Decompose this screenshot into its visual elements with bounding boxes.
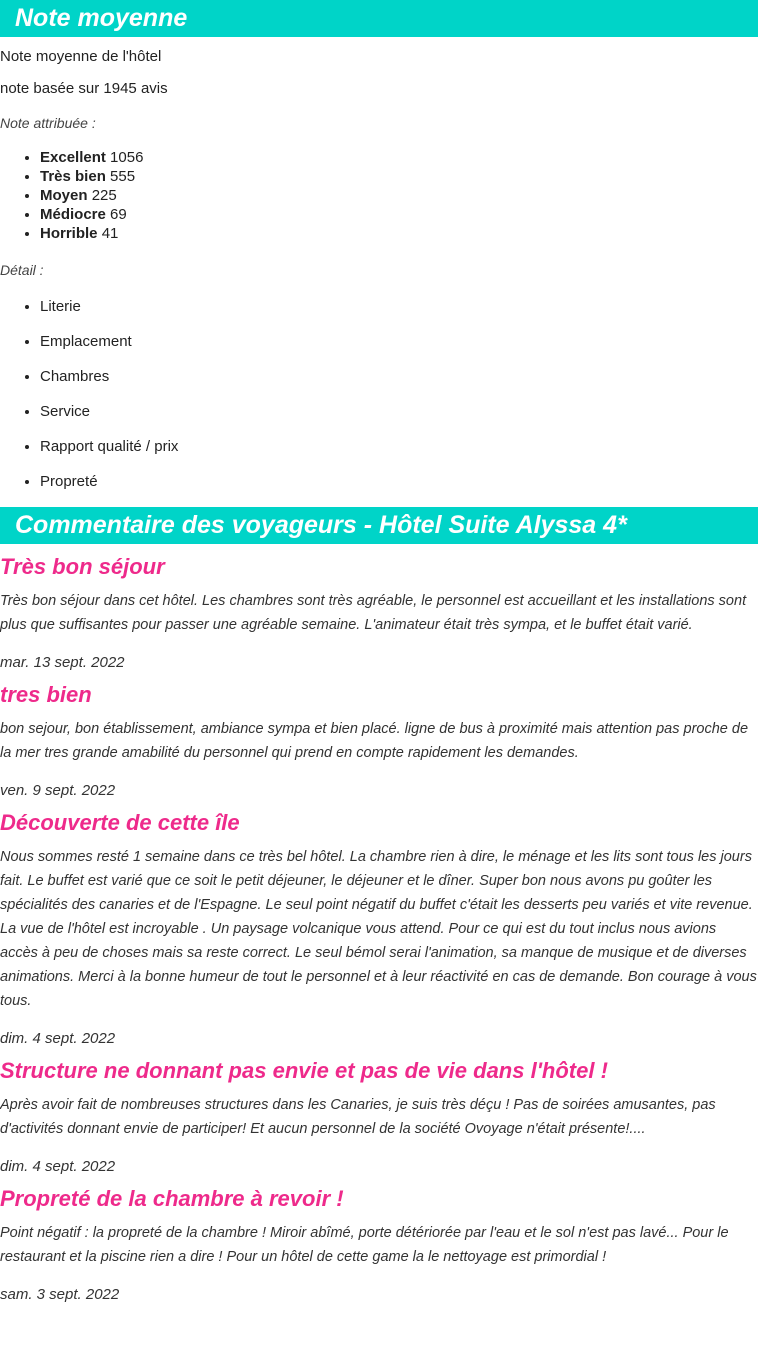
reviews-section	[0, 507, 758, 1305]
review-text: Nous sommes resté 1 semaine dans ce très bel hôtel. La chambre rien à dire, le ménage et les lits sont tous les jours fait. Le buffet est varié que ce soit le petit déjeuner, le déjeuner et le dîner. Super bon nous avons pu goûter les spécialités des canaries et de l'Espagne. Le seul point négatif du buffet c'était les desserts peu variés et vite revenue. La vue de l'hôtel est incroyable . Un paysage volcanique vous attend. Pour ce qui est du tout inclus nous avions accès à peu de choses mais sa reste correct. Le seul bémol serai l'animation, sa manque de musique et de diverses animations. Merci à la bonne humeur de tout le personnel et à leur réactivité en cas de demande. Bon courage à vous tous.	[0, 849, 757, 1009]
reviews-list	[0, 553, 758, 1305]
average-rating-label: Note moyenne de l'hôtel	[0, 48, 162, 65]
rating-count: 555	[110, 168, 136, 185]
rating-count: 41	[101, 225, 119, 242]
reviews-section-header: Commentaire des voyageurs - Hôtel Suite Alyssa 4*	[0, 507, 758, 544]
review-count: note basée sur 1945 avis	[0, 80, 168, 97]
rating-item	[40, 205, 758, 224]
detail-item: • Chambres	[40, 367, 758, 386]
detail-item: • Emplacement	[40, 332, 758, 351]
review-date: dim. 4 sept. 2022	[0, 1030, 116, 1047]
review-title: Propreté de la chambre à revoir !	[0, 1186, 344, 1211]
review-item	[0, 809, 758, 1049]
review-text: Après avoir fait de nombreuses structures dans les Canaries, je suis très déçu ! Pas de soirées amusantes, pas d'activités donnant envie de participer! Et aucun personnel de la société Ovoyage n'était présente!....	[0, 1097, 716, 1137]
review-date: sam. 3 sept. 2022	[0, 1286, 120, 1303]
rating-label: Excellent	[40, 149, 106, 166]
review-item	[0, 681, 758, 801]
review-text: Point négatif : la propreté de la chambre ! Miroir abîmé, porte détériorée par l'eau et le sol n'est pas lavé... Pour le restaurant et la piscine rien a dire ! Pour un hôtel de cette game la le nettoyage est primordial !	[0, 1225, 729, 1265]
rating-item	[40, 224, 758, 243]
review-item	[0, 1057, 758, 1177]
review-title: Découverte de cette île	[0, 810, 240, 835]
rating-count: 69	[110, 206, 127, 223]
ratings-list	[0, 148, 758, 243]
rating-count: 225	[91, 187, 117, 204]
rating-section	[0, 0, 758, 491]
details-list	[0, 297, 758, 491]
rating-label: Très bien	[40, 168, 106, 185]
rating-item	[40, 148, 758, 167]
detail-item: • Literie	[40, 297, 758, 316]
review-date: dim. 4 sept. 2022	[0, 1158, 116, 1175]
rating-section-header: Note moyenne	[0, 0, 758, 37]
ratings-title: Note attribuée :	[0, 115, 96, 131]
review-date: mar. 13 sept. 2022	[0, 654, 125, 671]
rating-item	[40, 167, 758, 186]
detail-title: Détail :	[0, 262, 44, 278]
review-item	[0, 553, 758, 673]
review-title: Structure ne donnant pas envie et pas de vie dans l'hôtel !	[0, 1058, 608, 1083]
review-item	[0, 1185, 758, 1305]
detail-item: • Propreté	[40, 472, 758, 491]
review-title: tres bien	[0, 682, 92, 707]
rating-count: 1056	[110, 149, 144, 166]
review-text: Très bon séjour dans cet hôtel. Les chambres sont très agréable, le personnel est accueillant et les installations sont plus que suffisantes pour passer une agréable semaine. L'animateur était très sympa, et le buffet était varié.	[0, 593, 747, 633]
rating-label: Moyen	[40, 187, 88, 204]
detail-item: • Rapport qualité / prix	[40, 437, 758, 456]
rating-label: Horrible	[40, 225, 98, 242]
rating-label: Médiocre	[40, 206, 106, 223]
review-text: bon sejour, bon établissement, ambiance sympa et bien placé. ligne de bus à proximité mais attention pas proche de la mer tres grande amabilité du personnel qui prend en compte rapidement les demandes.	[0, 721, 749, 761]
review-date: ven. 9 sept. 2022	[0, 782, 116, 799]
detail-item: • Service	[40, 402, 758, 421]
rating-item	[40, 186, 758, 205]
review-title: Très bon séjour	[0, 554, 165, 579]
